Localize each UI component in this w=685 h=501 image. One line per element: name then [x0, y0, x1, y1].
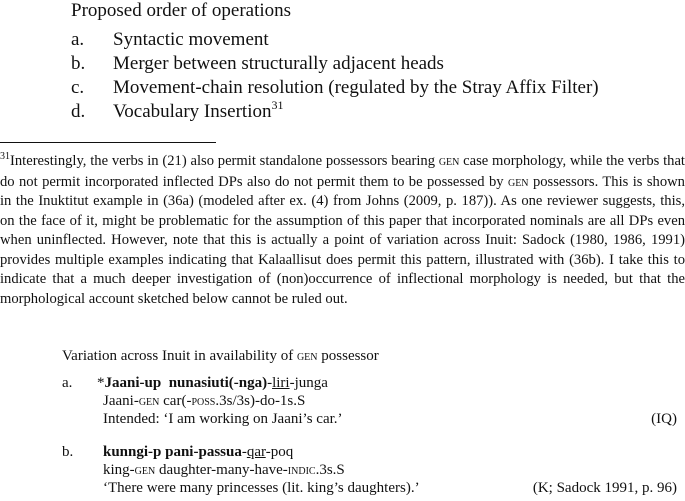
footnote [0, 151, 685, 309]
example-b-tail: -poq [265, 444, 294, 460]
example-b-underlined-morpheme: qar [246, 444, 266, 460]
example-b-hyphen: - [241, 444, 247, 460]
operation-text-b: Merger between structurally adjacent heads [113, 53, 444, 74]
ungrammatical-star: * [97, 375, 105, 391]
operation-text-a: Syntactic movement [113, 29, 269, 50]
example-a-word-1: Jaani-up [104, 375, 162, 391]
operation-text-d [113, 98, 284, 123]
operation-letter-c: c. [71, 77, 85, 98]
example-a-line1 [97, 375, 328, 392]
footnote-gen-2: gen [507, 173, 529, 189]
example-title [62, 348, 379, 365]
example-title-gen: gen [296, 349, 318, 364]
example-a-translation: Intended: ‘I am working on Jaani’s car.’ [103, 411, 343, 427]
example-a-tail: -junga [289, 375, 328, 391]
gloss-small-caps: poss [191, 394, 216, 409]
footnote-reference[interactable]: 31 [271, 98, 284, 112]
example-a-gloss [103, 393, 305, 410]
gloss-small-caps: gen [138, 394, 160, 409]
operation-letter-b: b. [71, 53, 86, 74]
operation-text-c: Movement-chain resolution (regulated by the Stray Affix Filter) [113, 77, 599, 98]
gloss-part: king- [103, 462, 135, 478]
footnote-mark: 31 [0, 151, 10, 162]
example-a-source: (IQ) [651, 411, 677, 427]
gloss-part: car(- [159, 393, 192, 409]
example-a-letter: a. [62, 375, 73, 391]
footnote-rule [0, 142, 216, 143]
example-b-translation: ‘There were many princesses (lit. king’s daughters).’ [103, 480, 420, 496]
operation-letter-d: d. [71, 101, 86, 122]
gloss-part: .3s/3s)-do-1s.S [215, 393, 306, 409]
gloss-small-caps: indic [287, 463, 316, 478]
footnote-gen-1: gen [438, 153, 460, 168]
example-a-space [161, 375, 169, 391]
example-b-letter: b. [62, 444, 74, 460]
example-title-pre: Variation across Inuit in availability of [62, 348, 297, 364]
example-a-word-2: nunasiuti(-nga) [168, 375, 268, 391]
gloss-part: daughter-many-have- [155, 462, 288, 478]
example-b-line1 [103, 444, 293, 461]
example-b-source: (K; Sadock 1991, p. 96) [532, 480, 677, 496]
operation-letter-a: a. [71, 29, 85, 50]
gloss-part: Jaani- [103, 393, 139, 409]
footnote-paragraph [0, 151, 685, 309]
gloss-part: .3s.S [315, 462, 345, 478]
gloss-small-caps: gen [134, 463, 156, 478]
operations-title: Proposed order of operations [71, 0, 292, 21]
example-a-hyphen: - [267, 375, 273, 391]
footnote-text-1: Interestingly, the verbs in (21) also permit standalone possessors bearing [10, 153, 439, 169]
example-title-post: possessor [317, 348, 379, 364]
example-a-underlined-morpheme: liri [272, 375, 290, 391]
operation-text-d-label: Vocabulary Insertion [113, 101, 272, 122]
footnote-text-2: case morphology, while the verbs that do not permit incorporated inflected DPs also do not permit them to be possessed by [0, 153, 685, 190]
example-b-gloss [103, 462, 345, 479]
footnote-text-3: possessors. This is shown in the Inuktitut example in (36a) (modeled after ex. (4) from Johns (2009, p. 187)). As one reviewer suggests, this, on the face of it, might be problematic for the assumption of this paper that incorporated nominals are all DPs even when uninflected. However, note that this is actually a point of variation across Inuit: Sadock (1980, 1986, 1991) provides multiple examples indicating that Kalaallisut does permit this pattern, illustrated with (36b). I take this to indicate that a much deeper investigation of (non)occurrence of inflectional morphology is needed, but that the morphological account sketched below cannot be ruled out. [0, 173, 685, 307]
example-b-words: kunngi-p pani-passua [103, 444, 242, 460]
